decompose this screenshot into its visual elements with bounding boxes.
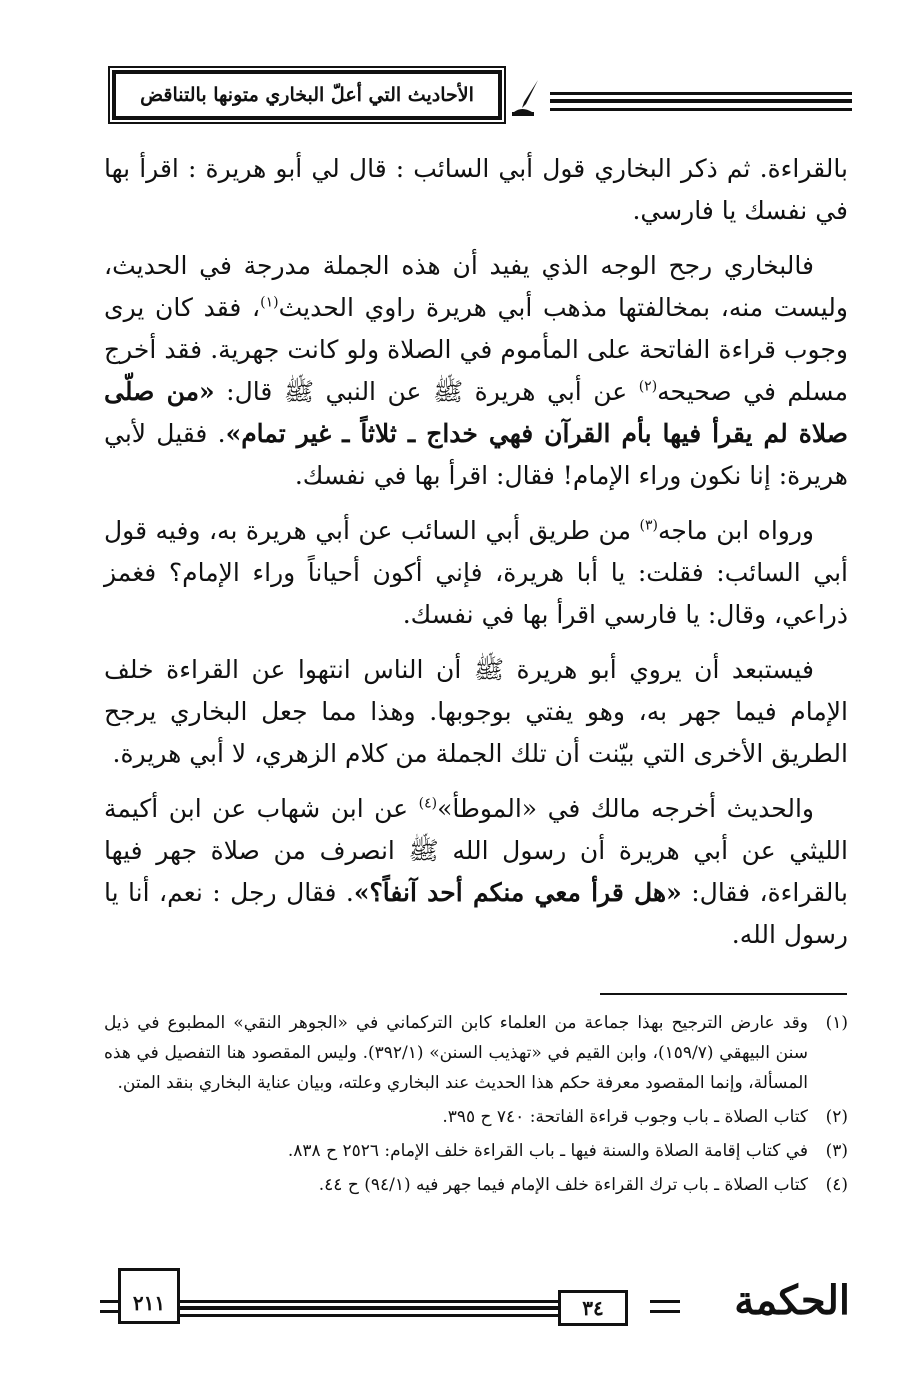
paragraph: والحديث أخرجه مالك في «الموطأ»$^{(٤)}$ عن ابن شهاب عن ابن أكيمة الليثي عن أبي هريرة أن رسول الله ﷺ انصرف من صلاة جهر فيها بالقراءة، فقال: «هل قرأ معي منكم أحد آنفاً؟». فقال رجل : نعم، أنا يا رسول الله. — [104, 794, 849, 949]
header-rule — [550, 92, 852, 95]
footer-rule — [650, 1310, 680, 1313]
main-text — [104, 148, 848, 969]
hadith-quote: «من صلّى صلاة لم يقرأ فيها بأم القرآن فهي خداج ـ ثلاثاً ـ غير تمام» — [104, 377, 848, 448]
footnotes — [104, 1008, 848, 1204]
quill-pen-icon — [508, 78, 546, 118]
footnote-divider — [600, 993, 847, 995]
page-number-box — [118, 1268, 180, 1324]
paragraph: فالبخاري رجح الوجه الذي يفيد أن هذه الجملة مدرجة في الحديث، وليست منه، بمخالفتها مذهب أبي هريرة راوي الحديث$^{(١)}$، فقد كان يرى وجوب قراءة الفاتحة على المأموم في الصلاة ولو كانت جهرية. فقد أخرج مسلم في صحيحه$^{(٢)}$ عن أبي هريرة ﷺ عن النبي ﷺ قال: «من صلّى صلاة لم يقرأ فيها بأم القرآن فهي خداج ـ ثلاثاً ـ غير تمام». فقيل لأبي هريرة: إنا نكون وراء الإمام! فقال: اقرأ بها في نفسك. — [104, 251, 849, 490]
footer-rule — [650, 1300, 680, 1303]
footnote: (٤) كتاب الصلاة ـ باب ترك القراءة خلف الإمام فيما جهر فيه (٩٤/١) ح ٤٤. — [318, 1175, 848, 1195]
footer-rule — [180, 1314, 558, 1317]
footnote: (٣) في كتاب إقامة الصلاة والسنة فيها ـ باب القراءة خلف الإمام: ٢٥٢٦ ح ٨٣٨. — [287, 1141, 848, 1161]
header-title-box — [112, 70, 502, 120]
paragraph: بالقراءة. ثم ذكر البخاري قول أبي السائب : قال لي أبو هريرة : اقرأ بها في نفسك يا فارسي. — [104, 154, 848, 225]
issue-number-box — [558, 1290, 628, 1326]
header-rule — [550, 99, 852, 103]
footer-rule — [100, 1310, 118, 1313]
footer-rule — [180, 1300, 558, 1303]
footer-rule — [100, 1300, 118, 1303]
page-number: ٢١١ — [132, 1291, 166, 1315]
paragraph: فيستبعد أن يروي أبو هريرة ﷺ أن الناس انتهوا عن القراءة خلف الإمام فيما جهر به، وهو يفتي بوجوبها. وهذا مما جعل البخاري يرجح الطريق الأخرى التي بيّنت أن تلك الجملة من كلام الزهري، لا أبي هريرة. — [104, 655, 848, 768]
header-rule — [550, 108, 852, 111]
paragraph: ورواه ابن ماجه$^{(٣)}$ من طريق أبي السائب عن أبي هريرة به، وفيه قول أبي السائب: فقلت: يا أبا هريرة، فإني أكون أحياناً وراء الإمام؟ فغمز ذراعي، وقال: يا فارسي اقرأ بها في نفسك. — [104, 516, 848, 629]
footer-rule — [180, 1306, 558, 1310]
footnote-ref: (٤) — [418, 795, 438, 812]
footnote-ref: (٢) — [638, 378, 658, 395]
header-title: الأحاديث التي أعلّ البخاري متونها بالتناقض — [140, 84, 474, 106]
footnote-ref: (٣) — [639, 517, 658, 534]
footnote-ref: (١) — [260, 294, 279, 311]
hadith-quote: «هل قرأ معي منكم أحد آنفاً؟» — [353, 878, 682, 907]
footnote: (١) وقد عارض الترجيح بهذا جماعة من العلماء كابن التركماني في «الجوهر النقي» المطبوع في ذيل سنن البيهقي (١٥٩/٧)، وابن القيم في «تهذيب السنن» (٣٩٢/١). وليس المقصود هنا التفصيل في هذه المسألة، وإنما المقصود معرفة حكم هذا الحديث عند البخاري وعلته، وبيان عناية البخاري بنقد المتن. — [104, 1013, 848, 1093]
issue-number: ٣٤ — [582, 1296, 604, 1320]
footnote: (٢) كتاب الصلاة ـ باب وجوب قراءة الفاتحة: ٧٤٠ ح ٣٩٥. — [442, 1107, 848, 1127]
magazine-brand: الحكمة — [734, 1277, 850, 1324]
